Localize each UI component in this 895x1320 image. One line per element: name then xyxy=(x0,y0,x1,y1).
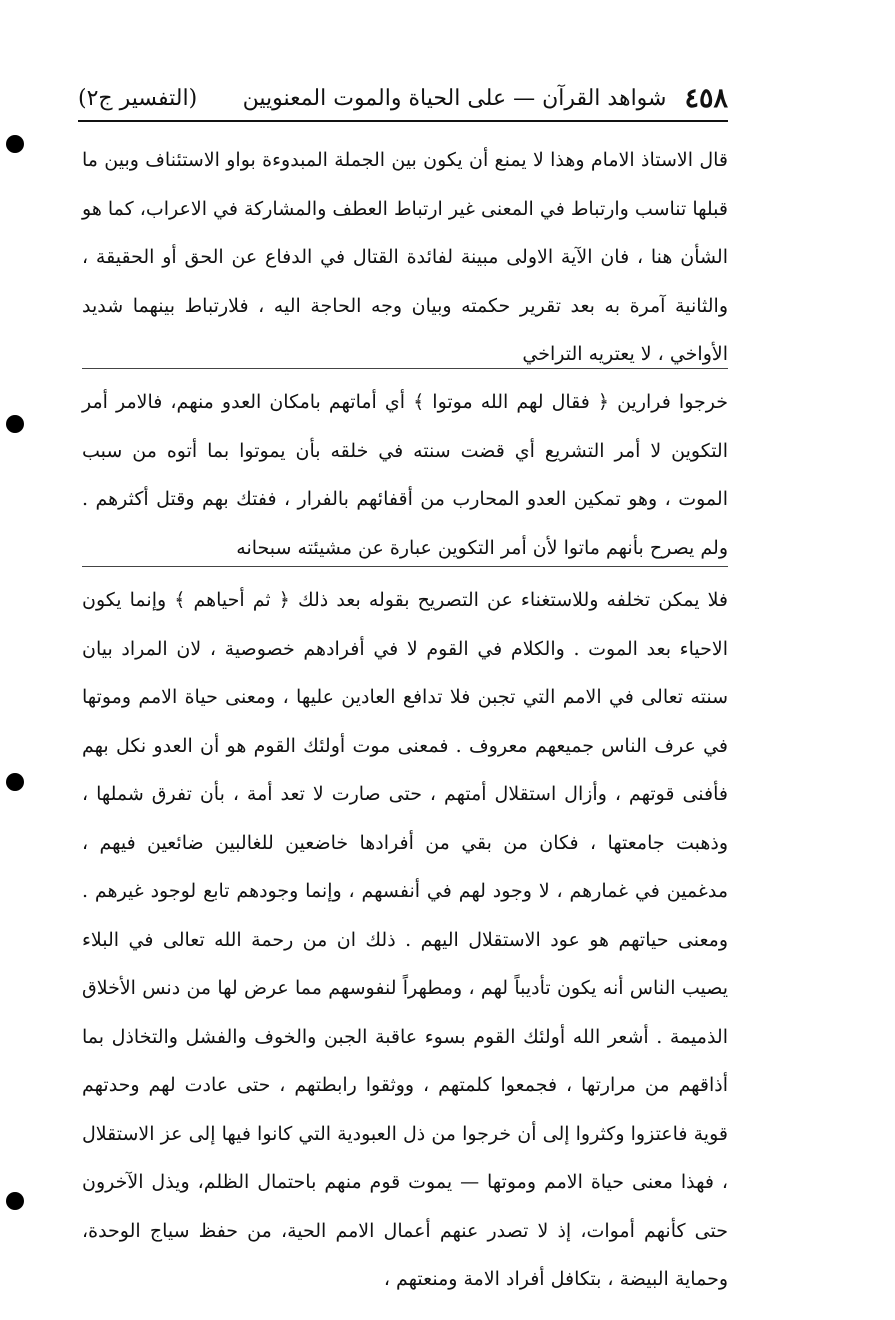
binder-hole-mark xyxy=(6,773,24,791)
page-header xyxy=(78,78,728,118)
paragraph-separator xyxy=(82,566,728,567)
header-rule xyxy=(78,120,728,122)
volume-label: (التفسير ج٢) xyxy=(78,85,198,111)
running-title: شواهد القرآن — على الحياة والموت المعنويين xyxy=(242,85,667,111)
paragraph-3: فلا يمكن تخلفه وللاستغناء عن التصريح بقوله بعد ذلك ﴿ ثم أحياهم ﴾ وإنما يكون الاحياء بعد الموت . والكلام في القوم لا في أفرادهم خصوصية ، لان المراد بيان سنته تعالى في الامم التي تجبن فلا تدافع العادين عليها ، ومعنى حياة الامم وموتها في عرف الناس جميعهم معروف . فمعنى موت أولئك القوم هو أن العدو نكل بهم فأفنى قوتهم ، وأزال استقلال أمتهم ، حتى صارت لا تعد أمة ، بأن تفرق شملها ، وذهبت جامعتها ، فكان من بقي من أفرادها خاضعين للغالبين ضائعين فيهم ، مدغمين في غمارهم ، لا وجود لهم في أنفسهم ، وإنما وجودهم تابع لوجود غيرهم . ومعنى حياتهم هو عود الاستقلال اليهم . ذلك ان من رحمة الله تعالى في البلاء يصيب الناس أنه يكون تأديباً لهم ، ومطهراً لنفوسهم مما عرض لها من دنس الأخلاق الذميمة . أشعر الله أولئك القوم بسوء عاقبة الجبن والخوف والفشل والتخاذل بما أذاقهم من مرارتها ، فجمعوا كلمتهم ، ووثقوا رابطتهم ، حتى عادت لهم وحدتهم قوية فاعتزوا وكثروا إلى أن خرجوا من ذل العبودية التي كانوا فيها إلى عز الاستقلال ، فهذا معنى حياة الامم وموتها — يموت قوم منهم باحتمال الظلم، ويذل الآخرون حتى كأنهم أموات، إذ لا تصدر عنهم أعمال الامم الحية، من حفظ سياج الوحدة، وحماية البيضة ، بتكافل أفراد الامة ومنعتهم ، xyxy=(82,589,728,1290)
paragraph-2: خرجوا فرارين ﴿ فقال لهم الله موتوا ﴾ أي أماتهم بامكان العدو منهم، فالامر أمر التكوين لا أمر التشريع أي قضت سنته في خلقه بأن يموتوا بما أتوه من سبب الموت ، وهو تمكين العدو المحارب من أقفائهم بالفرار ، ففتك بهم وقتل أكثرهم . ولم يصرح بأنهم ماتوا لأن أمر التكوين عبارة عن مشيئته سبحانه xyxy=(82,391,728,559)
page-number: ٤٥٨ xyxy=(684,82,728,114)
binder-hole-mark xyxy=(6,135,24,153)
binder-hole-mark xyxy=(6,1192,24,1210)
paragraph-separator xyxy=(82,368,728,369)
binder-hole-mark xyxy=(6,415,24,433)
paragraph-1: قال الاستاذ الامام وهذا لا يمنع أن يكون بين الجملة المبدوءة بواو الاستئناف وبين ما قبلها تناسب وارتباط في المعنى غير ارتباط العطف والمشاركة في الاعراب، كما هو الشأن هنا ، فان الآية الاولى مبينة لفائدة القتال في الدفاع عن الحق أو الحقيقة ، والثانية آمرة به بعد تقرير حكمته وبيان وجه الحاجة اليه ، فلارتباط بينهما شديد الأواخي ، لا يعتريه التراخي xyxy=(82,149,728,365)
